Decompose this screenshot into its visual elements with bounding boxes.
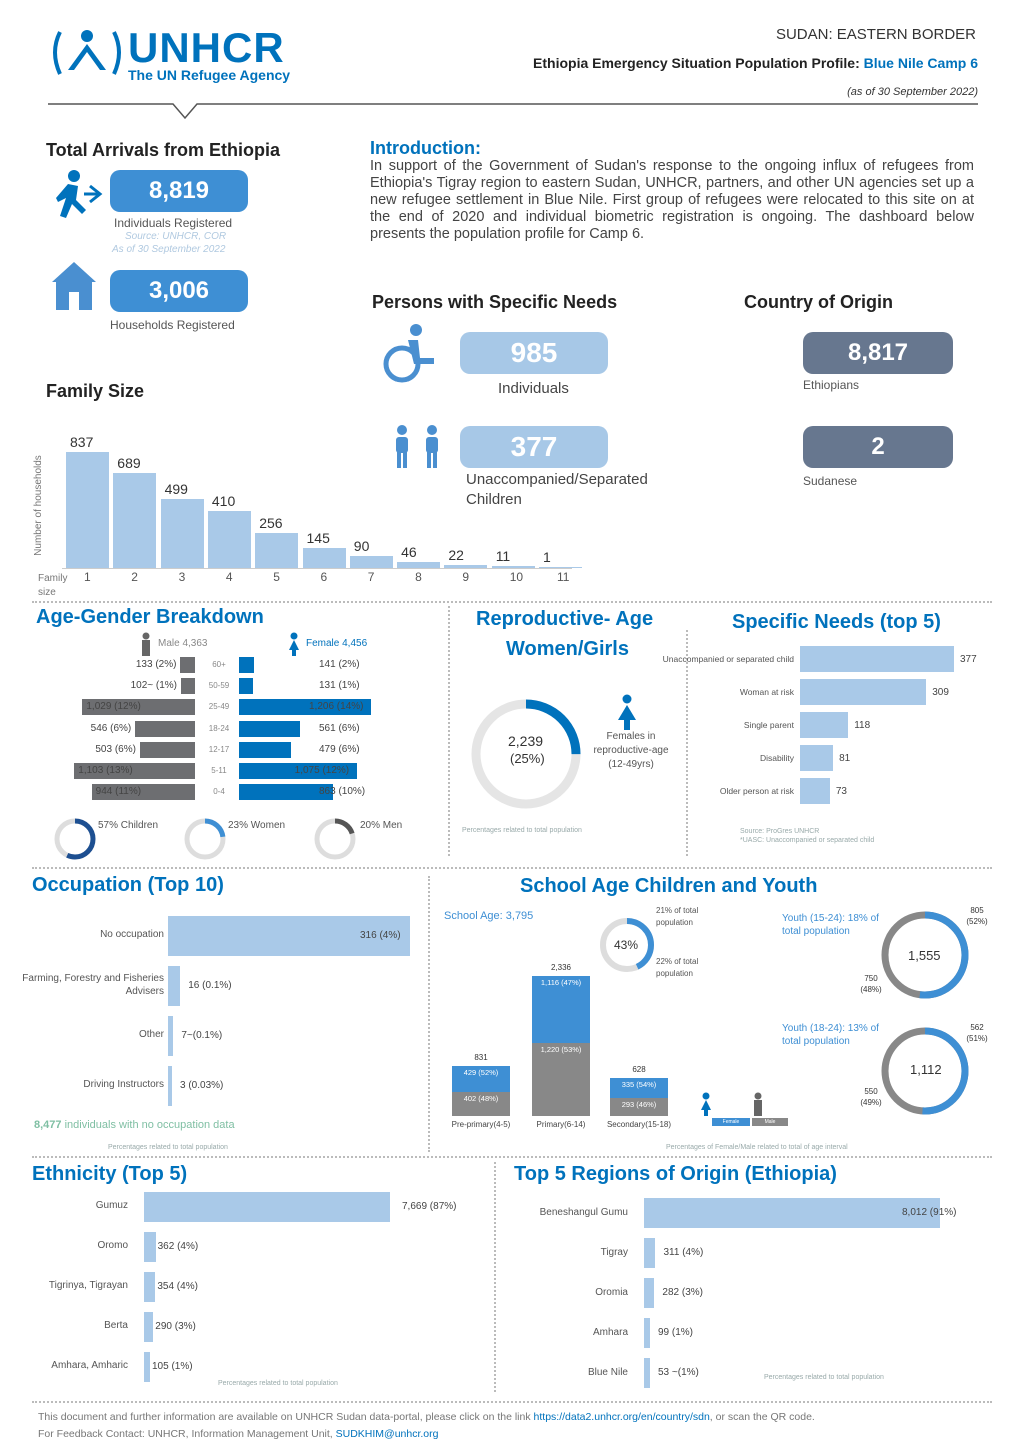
- wheelchair-icon: [378, 322, 440, 386]
- ethnicity-chart: [20, 1190, 480, 1380]
- school-total-label: 628: [632, 1065, 646, 1075]
- family-bar-value: 22: [448, 546, 464, 563]
- regions-note: Percentages related to total population: [764, 1374, 884, 1381]
- family-bar: [113, 473, 156, 568]
- family-bar: [303, 548, 346, 568]
- youth2-female: 562 (51%): [966, 1023, 988, 1043]
- arrivals-individuals-label: Individuals Registered: [114, 216, 233, 230]
- male-bar: [180, 657, 195, 673]
- needs-label: Disability: [759, 753, 794, 763]
- title-prefix: Ethiopia Emergency Situation Population Profile:: [533, 55, 860, 71]
- family-bar-value: 1: [543, 549, 551, 565]
- occupation-label: Farming, Forestry and Fisheries Advisers: [22, 973, 164, 997]
- footer-text-b: , or scan the QR code.: [709, 1411, 815, 1423]
- youth1-male: 750 (48%): [860, 974, 882, 994]
- school-title: School Age Children and Youth: [520, 875, 818, 897]
- female-bar-label: 1,075 (12%): [294, 765, 350, 776]
- family-tick-label: 10: [509, 570, 524, 584]
- regions-chart: [500, 1192, 1000, 1382]
- divider-v4: [494, 1162, 496, 1392]
- school-male-label: 402 (48%): [463, 1093, 499, 1103]
- region-bar: [644, 1358, 650, 1388]
- ethnicity-bar: [144, 1232, 156, 1262]
- school-total-label: 831: [474, 1053, 488, 1063]
- occupation-chart: [20, 908, 420, 1108]
- family-xlabel: Family size: [38, 573, 68, 598]
- country-label: SUDAN: EASTERN BORDER: [775, 26, 976, 43]
- age-label: 12-17: [208, 744, 230, 754]
- female-bar-label: 561 (6%): [319, 722, 360, 734]
- origin-title: Country of Origin: [744, 292, 893, 312]
- footer-email[interactable]: SUDKHIM@unhcr.org: [335, 1428, 439, 1440]
- divider-v3: [428, 876, 430, 1152]
- occupation-label: Other: [138, 1029, 164, 1040]
- female-bar: [239, 721, 300, 737]
- school-category-label: Pre-primary(4-5): [451, 1120, 511, 1129]
- repro-label: Females in reproductive-age (12-49yrs): [593, 731, 669, 770]
- family-bar-value: 499: [164, 480, 188, 497]
- needs-label: Single parent: [743, 720, 794, 730]
- ethnicity-value: 105 (1%): [152, 1361, 193, 1372]
- ethnicity-value: 354 (4%): [157, 1281, 198, 1292]
- school-female-icon: [700, 1092, 712, 1116]
- occupation-value: 7~(0.1%): [181, 1030, 223, 1041]
- school-total-label: 2,336: [550, 963, 572, 972]
- school-age: School Age: 3,795: [444, 910, 534, 922]
- region-bar: [644, 1318, 650, 1348]
- family-bar-value: 11: [495, 548, 511, 565]
- title-highlight: Blue Nile Camp 6: [863, 55, 978, 71]
- repro-pct: (25%): [510, 751, 545, 766]
- female-bar-label: 863 (10%): [319, 786, 366, 798]
- school-female-label: 429 (52%): [463, 1068, 499, 1078]
- family-bar: [255, 533, 298, 568]
- male-bar-label: 133 (2%): [135, 659, 177, 670]
- family-tick-label: 9: [462, 570, 470, 584]
- origin-ethiopians-label: Ethiopians: [803, 378, 860, 392]
- psn-uasc-label: Unaccompanied/Separated Children: [466, 471, 648, 508]
- age-label: 60+: [212, 660, 226, 669]
- needs-value: 73: [835, 786, 847, 797]
- school-male-label: 1,220 (53%): [540, 1044, 582, 1054]
- female-bar: [239, 657, 254, 673]
- ethnicity-bar: [144, 1272, 155, 1302]
- occupation-bar: [168, 966, 180, 1006]
- occupation-bar: [168, 1066, 172, 1106]
- female-bar: [239, 678, 253, 694]
- female-total: Female 4,456: [306, 638, 368, 649]
- ethnicity-bar: [144, 1192, 390, 1222]
- needs-bar: [800, 679, 926, 705]
- arrivals-individuals: 8,819: [110, 170, 248, 212]
- male-icon: [140, 632, 152, 656]
- family-bar-value: 46: [401, 543, 417, 560]
- family-title: Family Size: [46, 381, 145, 401]
- footer-line2: [38, 1428, 438, 1440]
- family-bar-value: 145: [306, 529, 330, 546]
- school-total-1: 21% of total population: [656, 906, 699, 927]
- family-axis: [62, 568, 572, 569]
- psn-individuals-label: Individuals: [498, 380, 569, 397]
- school-category-label: Primary(6-14): [536, 1120, 586, 1129]
- ethnicity-value: 362 (4%): [157, 1241, 199, 1252]
- school-female-label: 335 (54%): [621, 1080, 657, 1090]
- repro-note: Percentages related to total population: [462, 827, 582, 834]
- children-pct: 57% Children: [98, 820, 159, 831]
- female-bar-label: 141 (2%): [319, 659, 360, 670]
- occupation-nodata-text: individuals with no occupation data: [64, 1119, 235, 1131]
- youth1-female: 805 (52%): [966, 906, 988, 926]
- laurel-logo-icon: [48, 22, 126, 84]
- school-category-label: Secondary(15-18): [606, 1120, 672, 1129]
- school-male-label: 293 (46%): [621, 1100, 657, 1110]
- occupation-label: Driving Instructors: [83, 1079, 164, 1090]
- footer-line1: [38, 1411, 815, 1423]
- region-value: 282 (3%): [662, 1287, 703, 1298]
- family-bar: [66, 452, 109, 568]
- needs-value: 118: [854, 720, 871, 731]
- footer-link[interactable]: https://data2.unhcr.org/en/country/sdn: [533, 1411, 710, 1423]
- ethnicity-note: Percentages related to total population: [218, 1380, 338, 1387]
- female-bar-label: 1,206 (14%): [309, 701, 364, 713]
- family-bar: [161, 499, 204, 568]
- specific-note: *UASC: Unaccompanied or separated child: [740, 837, 875, 844]
- arrivals-source: Source: UNHCR, COR: [125, 231, 227, 242]
- footer-contact: For Feedback Contact: UNHCR, Information Management Unit,: [38, 1428, 333, 1440]
- ethnicity-label: Tigrinya, Tigrayan: [48, 1280, 128, 1291]
- specific-source: Source: ProGres UNHCR: [740, 828, 820, 835]
- agency-subtitle: The UN Refugee Agency: [128, 67, 291, 83]
- children-donut: [52, 816, 98, 862]
- divider-4: [32, 1401, 992, 1403]
- origin-sudanese-label: Sudanese: [803, 474, 858, 488]
- family-bar-value: 256: [259, 514, 283, 531]
- legend-male: [752, 1118, 788, 1126]
- region-value: 8,012 (91%): [902, 1207, 957, 1218]
- family-bar: [208, 511, 251, 568]
- region-value: 311 (4%): [663, 1247, 704, 1258]
- legend-female: [712, 1118, 750, 1126]
- needs-value: 309: [932, 687, 949, 698]
- age-gender-chart: [20, 655, 440, 805]
- youth1-total: 1,555: [908, 948, 941, 963]
- female-bar-label: 131 (1%): [319, 680, 360, 692]
- youth2-male: 550 (49%): [860, 1087, 882, 1107]
- repro-title-2: Women/Girls: [506, 638, 629, 660]
- age-label: 0-4: [213, 787, 225, 797]
- needs-value: 377: [960, 654, 977, 665]
- region-label: Amhara: [592, 1327, 628, 1338]
- occupation-value: 316 (4%): [360, 930, 401, 941]
- women-pct: 23% Women: [228, 820, 286, 831]
- divider-v1: [448, 606, 450, 856]
- female-bar: [239, 742, 291, 758]
- family-tick-label: 7: [367, 570, 375, 584]
- age-label: 18-24: [208, 723, 230, 733]
- male-bar: [181, 678, 195, 694]
- psn-individuals: 985: [460, 332, 608, 374]
- male-total: Male 4,363: [158, 638, 208, 649]
- occupation-value: 3 (0.03%): [180, 1080, 224, 1091]
- family-bar-value: 410: [211, 493, 236, 510]
- school-pct: 43%: [614, 938, 639, 952]
- agency-name: UNHCR: [128, 24, 285, 71]
- origin-sudanese: 2: [803, 426, 953, 468]
- male-bar: [135, 721, 195, 737]
- specific-chart: [620, 644, 1000, 814]
- occupation-value: 16 (0.1%): [188, 980, 232, 991]
- youth2-label: Youth (18-24): 13% of total population: [782, 1023, 879, 1047]
- region-value: 99 (1%): [658, 1327, 694, 1338]
- ethnicity-bar: [144, 1352, 150, 1382]
- male-bar-label: 944 (11%): [95, 786, 142, 798]
- school-male-icon: [752, 1092, 764, 1116]
- female-icon: [288, 632, 300, 656]
- female-bar-label: 479 (6%): [319, 743, 360, 755]
- divider-1: [32, 601, 992, 603]
- family-chart: [62, 430, 582, 590]
- region-value: 53 ~(1%): [658, 1367, 699, 1378]
- ethnicity-value: 7,669 (87%): [402, 1201, 457, 1212]
- age-label: 25-49: [208, 702, 230, 712]
- male-bar: [140, 742, 195, 758]
- occupation-title: Occupation (Top 10): [32, 874, 224, 896]
- agegender-title: Age-Gender Breakdown: [36, 606, 264, 628]
- region-label: Blue Nile: [587, 1367, 628, 1378]
- male-bar-label: 102~ (1%): [130, 680, 177, 692]
- repro-value: 2,239: [508, 733, 544, 749]
- family-bar-value: 689: [117, 454, 141, 471]
- occupation-nodata: [34, 1119, 235, 1131]
- region-label: Tigray: [600, 1247, 628, 1258]
- legend-male-label: Male: [764, 1119, 776, 1125]
- agegender-donuts: [52, 816, 432, 862]
- psn-uasc: 377: [460, 426, 608, 468]
- needs-bar: [800, 745, 833, 771]
- needs-label: Unaccompanied or separated child: [662, 654, 794, 664]
- ethnicity-label: Berta: [104, 1320, 128, 1331]
- psn-title: Persons with Specific Needs: [372, 292, 618, 312]
- header-divider: [48, 100, 978, 124]
- report-date: (as of 30 September 2022): [847, 86, 978, 98]
- ethnicity-bar: [144, 1312, 153, 1342]
- needs-value: 81: [839, 753, 851, 764]
- running-person-icon: [48, 168, 104, 222]
- school-chart: [440, 960, 700, 1140]
- age-label: 5-11: [211, 766, 227, 775]
- school-total-2: 22% of total population: [656, 957, 699, 978]
- region-bar: [644, 1198, 940, 1228]
- male-bar-label: 546 (6%): [90, 722, 132, 734]
- ethnicity-label: Amhara, Amharic: [51, 1360, 128, 1371]
- arrivals-source-date: As of 30 September 2022: [112, 244, 226, 255]
- family-tick-label: 6: [320, 570, 328, 584]
- men-pct: 20% Men: [360, 820, 403, 831]
- house-icon: [50, 260, 98, 312]
- unhcr-logo: [48, 22, 308, 86]
- male-bar-label: 1,103 (13%): [78, 765, 133, 776]
- repro-title-1: Reproductive- Age: [476, 608, 654, 630]
- men-donut: [312, 816, 358, 862]
- region-bar: [644, 1278, 654, 1308]
- occupation-note: Percentages related to total population: [108, 1144, 228, 1151]
- women-donut: [182, 816, 228, 862]
- footer-text: This document and further information are available on UNHCR Sudan data-portal, please click on the link: [38, 1411, 531, 1423]
- intro-title: Introduction:: [370, 138, 481, 158]
- needs-label: Woman at risk: [739, 687, 794, 697]
- needs-bar: [800, 778, 830, 804]
- age-label: 50-59: [208, 681, 230, 691]
- family-bar-value: 90: [353, 537, 370, 554]
- family-ylabel: Number of households: [32, 455, 44, 556]
- family-tick-label: 2: [131, 570, 138, 584]
- youth1-label: Youth (15-24): 18% of total population: [782, 913, 879, 937]
- divider-3: [32, 1156, 992, 1158]
- ethnicity-value: 290 (3%): [155, 1321, 196, 1332]
- family-bar: [350, 556, 393, 568]
- ethnicity-label: Oromo: [97, 1240, 128, 1251]
- divider-2: [32, 867, 992, 869]
- arrivals-households-label: Households Registered: [110, 318, 235, 332]
- school-note: Percentages of Female/Male related to total of age interval: [666, 1144, 848, 1151]
- male-bar-label: 1,029 (12%): [86, 701, 141, 713]
- region-label: Oromia: [595, 1287, 628, 1298]
- intro-text: In support of the Government of Sudan's response to the ongoing influx of refugees from Ethiopia's Tigray region to eastern Sudan, UNHCR, partners, and other UN agencies set up a new refugee settlement in Blue Nile. First group of refugees were relocated to this site on at the end of 2020 and individual biometric registration is ongoing. The dashboard below presents the population profile for Camp 6.: [370, 158, 974, 242]
- arrivals-title: Total Arrivals from Ethiopia: [46, 140, 281, 160]
- origin-ethiopians: 8,817: [803, 332, 953, 374]
- family-tick-label: 8: [415, 570, 422, 584]
- family-tick-label: 5: [273, 570, 280, 584]
- ethnicity-label: Gumuz: [95, 1200, 128, 1211]
- page-title: [533, 55, 978, 71]
- occupation-label: No occupation: [100, 929, 164, 940]
- youth2-total: 1,112: [910, 1062, 942, 1077]
- school-female-label: 1,116 (47%): [540, 978, 582, 987]
- regions-title: Top 5 Regions of Origin (Ethiopia): [514, 1163, 837, 1185]
- arrivals-households: 3,006: [110, 270, 248, 312]
- male-bar-label: 503 (6%): [95, 743, 136, 755]
- family-tick-label: 1: [84, 570, 91, 584]
- legend-female-label: Female: [722, 1119, 740, 1125]
- occupation-nodata-n: 8,477: [34, 1119, 62, 1131]
- needs-label: Older person at risk: [719, 786, 794, 796]
- specific-title: Specific Needs (top 5): [732, 611, 941, 633]
- family-tick-label: 4: [225, 570, 233, 584]
- family-bar-value: 837: [70, 434, 94, 450]
- needs-bar: [800, 646, 954, 672]
- family-tick-label: 3: [178, 570, 186, 584]
- region-bar: [644, 1238, 655, 1268]
- region-label: Beneshangul Gumu: [539, 1207, 628, 1218]
- needs-bar: [800, 712, 848, 738]
- family-tick-label: 11: [557, 570, 570, 584]
- occupation-bar: [168, 1016, 173, 1056]
- ethnicity-title: Ethnicity (Top 5): [32, 1163, 188, 1185]
